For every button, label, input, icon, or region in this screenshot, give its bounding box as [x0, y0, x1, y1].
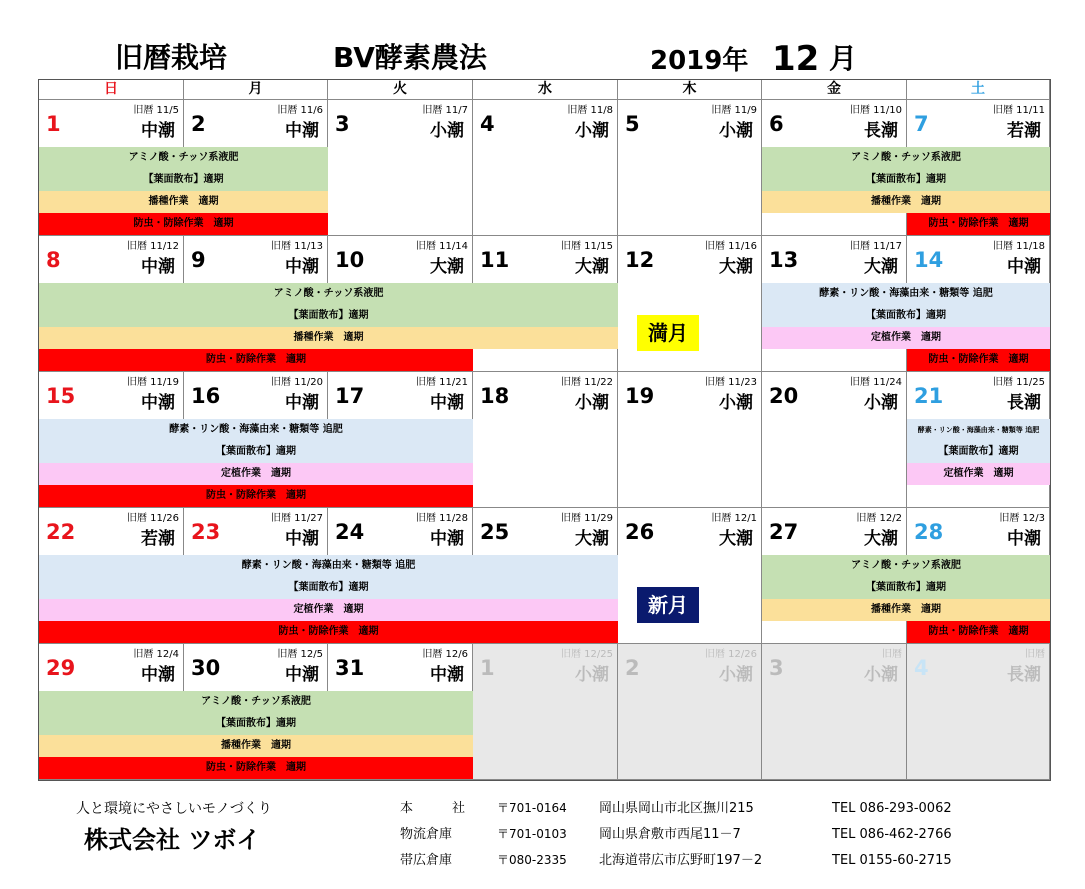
- schedule-bar[interactable]: 【葉面散布】適期: [39, 713, 473, 735]
- tide-label: 中潮: [1007, 257, 1041, 277]
- office-zip: 〒701-0164: [497, 801, 567, 815]
- tide-label: 中潮: [141, 393, 175, 413]
- lunar-date: 旧暦 11/7: [422, 105, 468, 116]
- schedule-bar[interactable]: 【葉面散布】適期: [907, 441, 1050, 463]
- lunar-date: 旧暦 12/5: [277, 649, 323, 660]
- office-name: 本 社: [400, 801, 466, 816]
- lunar-date: 旧暦 11/28: [416, 513, 468, 524]
- title-year: 2019年: [650, 46, 749, 76]
- tide-label: 長潮: [864, 121, 898, 141]
- tide-label: 長潮: [1007, 665, 1041, 685]
- day-number: 7: [914, 112, 929, 136]
- tide-label: 大潮: [430, 257, 464, 277]
- day-cell[interactable]: [618, 236, 762, 372]
- tide-label: 若潮: [141, 529, 175, 549]
- lunar-date: 旧暦 11/21: [416, 377, 468, 388]
- schedule-bar[interactable]: アミノ酸・チッソ系液肥: [762, 147, 1050, 169]
- schedule-bar[interactable]: 播種作業 適期: [39, 327, 618, 349]
- lunar-date: 旧暦 11/11: [993, 105, 1045, 116]
- office-tel: TEL 0155-60-2715: [832, 853, 952, 868]
- tide-label: 中潮: [285, 121, 319, 141]
- day-number: 23: [191, 520, 221, 544]
- schedule-bar[interactable]: 定植作業 適期: [39, 599, 618, 621]
- tide-label: 大潮: [575, 529, 609, 549]
- schedule-bar[interactable]: アミノ酸・チッソ系液肥: [39, 691, 473, 713]
- day-number: 21: [914, 384, 944, 408]
- day-cell[interactable]: [618, 644, 762, 780]
- moon-phase-badge: 新月: [637, 587, 699, 623]
- day-number: 30: [191, 656, 221, 680]
- day-cell[interactable]: [618, 100, 762, 236]
- tide-label: 大潮: [864, 529, 898, 549]
- day-number: 11: [480, 248, 510, 272]
- day-number: 20: [769, 384, 799, 408]
- moon-phase-badge: 満月: [637, 315, 699, 351]
- schedule-bar[interactable]: 防虫・防除作業 適期: [907, 349, 1050, 371]
- tide-label: 中潮: [430, 529, 464, 549]
- tide-label: 中潮: [285, 665, 319, 685]
- tide-label: 小潮: [575, 665, 609, 685]
- schedule-bar[interactable]: 播種作業 適期: [762, 599, 1050, 621]
- day-cell[interactable]: [473, 644, 618, 780]
- schedule-bar[interactable]: 酵素・リン酸・海藻由来・糖類等 追肥: [762, 283, 1050, 305]
- title-middle: BV酵素農法: [333, 41, 487, 74]
- day-number: 25: [480, 520, 510, 544]
- schedule-bar[interactable]: 【葉面散布】適期: [762, 305, 1050, 327]
- day-cell[interactable]: [762, 372, 907, 508]
- schedule-bar[interactable]: 播種作業 適期: [39, 191, 328, 213]
- lunar-date: 旧暦 12/4: [133, 649, 179, 660]
- day-number: 2: [625, 656, 640, 680]
- office-addr: 北海道帯広市広野町197－2: [599, 853, 763, 868]
- lunar-date: 旧暦 11/8: [567, 105, 613, 116]
- day-number: 31: [335, 656, 365, 680]
- lunar-date: 旧暦 11/23: [705, 377, 757, 388]
- day-number: 17: [335, 384, 365, 408]
- tide-label: 小潮: [864, 665, 898, 685]
- schedule-bar[interactable]: 防虫・防除作業 適期: [39, 621, 618, 643]
- day-number: 3: [335, 112, 350, 136]
- day-number: 28: [914, 520, 944, 544]
- day-number: 22: [46, 520, 76, 544]
- day-cell[interactable]: [473, 100, 618, 236]
- day-number: 1: [480, 656, 495, 680]
- weekday-header: 金: [762, 80, 907, 100]
- tide-label: 小潮: [719, 393, 753, 413]
- schedule-bar[interactable]: アミノ酸・チッソ系液肥: [762, 555, 1050, 577]
- day-number: 18: [480, 384, 510, 408]
- lunar-date: 旧暦 11/20: [271, 377, 323, 388]
- tide-label: 小潮: [864, 393, 898, 413]
- lunar-date: 旧暦 11/29: [561, 513, 613, 524]
- footer-slogan: 人と環境にやさしいモノづくり: [76, 801, 272, 817]
- day-cell[interactable]: [473, 372, 618, 508]
- day-number: 15: [46, 384, 76, 408]
- day-number: 16: [191, 384, 221, 408]
- tide-label: 中潮: [430, 665, 464, 685]
- lunar-date: 旧暦 11/5: [133, 105, 179, 116]
- lunar-date: 旧暦 11/17: [850, 241, 902, 252]
- lunar-date: 旧暦 11/25: [993, 377, 1045, 388]
- tide-label: 中潮: [285, 393, 319, 413]
- day-cell[interactable]: [618, 372, 762, 508]
- lunar-date: 旧暦 11/22: [561, 377, 613, 388]
- lunar-date: 旧暦 12/26: [705, 649, 757, 660]
- day-number: 4: [914, 656, 929, 680]
- schedule-bar[interactable]: 定植作業 適期: [762, 327, 1050, 349]
- lunar-date: 旧暦 12/3: [999, 513, 1045, 524]
- day-cell[interactable]: [328, 100, 473, 236]
- tide-label: 中潮: [430, 393, 464, 413]
- office-addr: 岡山県倉敷市西尾11－7: [599, 827, 741, 842]
- day-number: 27: [769, 520, 799, 544]
- day-number: 5: [625, 112, 640, 136]
- lunar-date: 旧暦 11/16: [705, 241, 757, 252]
- title-month-suffix: 月: [829, 42, 858, 75]
- lunar-date: 旧暦 12/2: [856, 513, 902, 524]
- lunar-date: 旧暦 11/15: [561, 241, 613, 252]
- lunar-date: 旧暦 11/27: [271, 513, 323, 524]
- tide-label: 大潮: [575, 257, 609, 277]
- office-zip: 〒701-0103: [497, 827, 567, 841]
- schedule-bar[interactable]: 定植作業 適期: [907, 463, 1050, 485]
- lunar-date: 旧暦: [882, 649, 902, 660]
- tide-label: 小潮: [430, 121, 464, 141]
- lunar-date: 旧暦 11/19: [127, 377, 179, 388]
- lunar-date: 旧暦 12/1: [711, 513, 757, 524]
- tide-label: 小潮: [719, 121, 753, 141]
- schedule-bar[interactable]: 【葉面散布】適期: [762, 169, 1050, 191]
- schedule-bar[interactable]: 播種作業 適期: [39, 735, 473, 757]
- weekday-header: 月: [184, 80, 328, 100]
- title-left: 旧暦栽培: [115, 41, 228, 74]
- lunar-date: 旧暦 11/10: [850, 105, 902, 116]
- schedule-bar[interactable]: 【葉面散布】適期: [39, 441, 473, 463]
- office-tel: TEL 086-462-2766: [832, 827, 952, 842]
- schedule-bar[interactable]: 防虫・防除作業 適期: [907, 213, 1050, 235]
- day-number: 10: [335, 248, 365, 272]
- day-number: 6: [769, 112, 784, 136]
- tide-label: 大潮: [719, 257, 753, 277]
- office-name: 帯広倉庫: [400, 853, 453, 868]
- weekday-header: 木: [618, 80, 762, 100]
- day-number: 1: [46, 112, 61, 136]
- schedule-bar[interactable]: 【葉面散布】適期: [762, 577, 1050, 599]
- tide-label: 大潮: [864, 257, 898, 277]
- tide-label: 長潮: [1007, 393, 1041, 413]
- schedule-bar[interactable]: 定植作業 適期: [39, 463, 473, 485]
- lunar-date: 旧暦 11/9: [711, 105, 757, 116]
- day-number: 8: [46, 248, 61, 272]
- office-zip: 〒080-2335: [497, 853, 567, 867]
- day-number: 4: [480, 112, 495, 136]
- tide-label: 中潮: [285, 529, 319, 549]
- schedule-bar[interactable]: アミノ酸・チッソ系液肥: [39, 283, 618, 305]
- day-number: 3: [769, 656, 784, 680]
- lunar-date: 旧暦: [1025, 649, 1045, 660]
- day-number: 19: [625, 384, 655, 408]
- lunar-date: 旧暦 11/24: [850, 377, 902, 388]
- schedule-bar[interactable]: アミノ酸・チッソ系液肥: [39, 147, 328, 169]
- tide-label: 中潮: [141, 665, 175, 685]
- schedule-bar[interactable]: 播種作業 適期: [762, 191, 1050, 213]
- footer-company: 株式会社 ツボイ: [84, 826, 261, 854]
- office-tel: TEL 086-293-0062: [832, 801, 952, 816]
- day-number: 12: [625, 248, 655, 272]
- lunar-date: 旧暦 11/12: [127, 241, 179, 252]
- office-name: 物流倉庫: [400, 827, 453, 842]
- schedule-bar[interactable]: 【葉面散布】適期: [39, 577, 618, 599]
- schedule-bar[interactable]: 防虫・防除作業 適期: [907, 621, 1050, 643]
- tide-label: 若潮: [1007, 121, 1041, 141]
- weekday-header: 日: [39, 80, 184, 100]
- day-number: 24: [335, 520, 365, 544]
- day-cell[interactable]: [762, 644, 907, 780]
- day-number: 29: [46, 656, 76, 680]
- tide-label: 中潮: [141, 257, 175, 277]
- calendar-grid: [38, 79, 1051, 781]
- tide-label: 小潮: [575, 121, 609, 141]
- schedule-bar[interactable]: 酵素・リン酸・海藻由来・糖類等 追肥: [39, 555, 618, 577]
- day-number: 14: [914, 248, 944, 272]
- weekday-header: 火: [328, 80, 473, 100]
- lunar-date: 旧暦 12/25: [561, 649, 613, 660]
- lunar-date: 旧暦 11/14: [416, 241, 468, 252]
- schedule-bar[interactable]: 【葉面散布】適期: [39, 169, 328, 191]
- tide-label: 中潮: [1007, 529, 1041, 549]
- tide-label: 小潮: [719, 665, 753, 685]
- day-number: 26: [625, 520, 655, 544]
- schedule-bar[interactable]: 防虫・防除作業 適期: [39, 349, 473, 371]
- schedule-bar[interactable]: 防虫・防除作業 適期: [39, 485, 473, 507]
- tide-label: 中潮: [141, 121, 175, 141]
- day-cell[interactable]: [907, 644, 1050, 780]
- schedule-bar[interactable]: 酵素・リン酸・海藻由来・糖類等 追肥: [907, 419, 1050, 441]
- tide-label: 大潮: [719, 529, 753, 549]
- tide-label: 小潮: [575, 393, 609, 413]
- day-cell[interactable]: [618, 508, 762, 644]
- weekday-header: 土: [907, 80, 1050, 100]
- schedule-bar[interactable]: 酵素・リン酸・海藻由来・糖類等 追肥: [39, 419, 473, 441]
- schedule-bar[interactable]: 防虫・防除作業 適期: [39, 213, 328, 235]
- weekday-header: 水: [473, 80, 618, 100]
- lunar-date: 旧暦 11/6: [277, 105, 323, 116]
- tide-label: 中潮: [285, 257, 319, 277]
- office-addr: 岡山県岡山市北区撫川215: [599, 801, 754, 816]
- schedule-bar[interactable]: 【葉面散布】適期: [39, 305, 618, 327]
- lunar-date: 旧暦 11/13: [271, 241, 323, 252]
- day-number: 9: [191, 248, 206, 272]
- title-month: 12: [772, 39, 820, 79]
- lunar-date: 旧暦 11/18: [993, 241, 1045, 252]
- day-number: 2: [191, 112, 206, 136]
- lunar-date: 旧暦 11/26: [127, 513, 179, 524]
- lunar-date: 旧暦 12/6: [422, 649, 468, 660]
- day-number: 13: [769, 248, 799, 272]
- schedule-bar[interactable]: 防虫・防除作業 適期: [39, 757, 473, 779]
